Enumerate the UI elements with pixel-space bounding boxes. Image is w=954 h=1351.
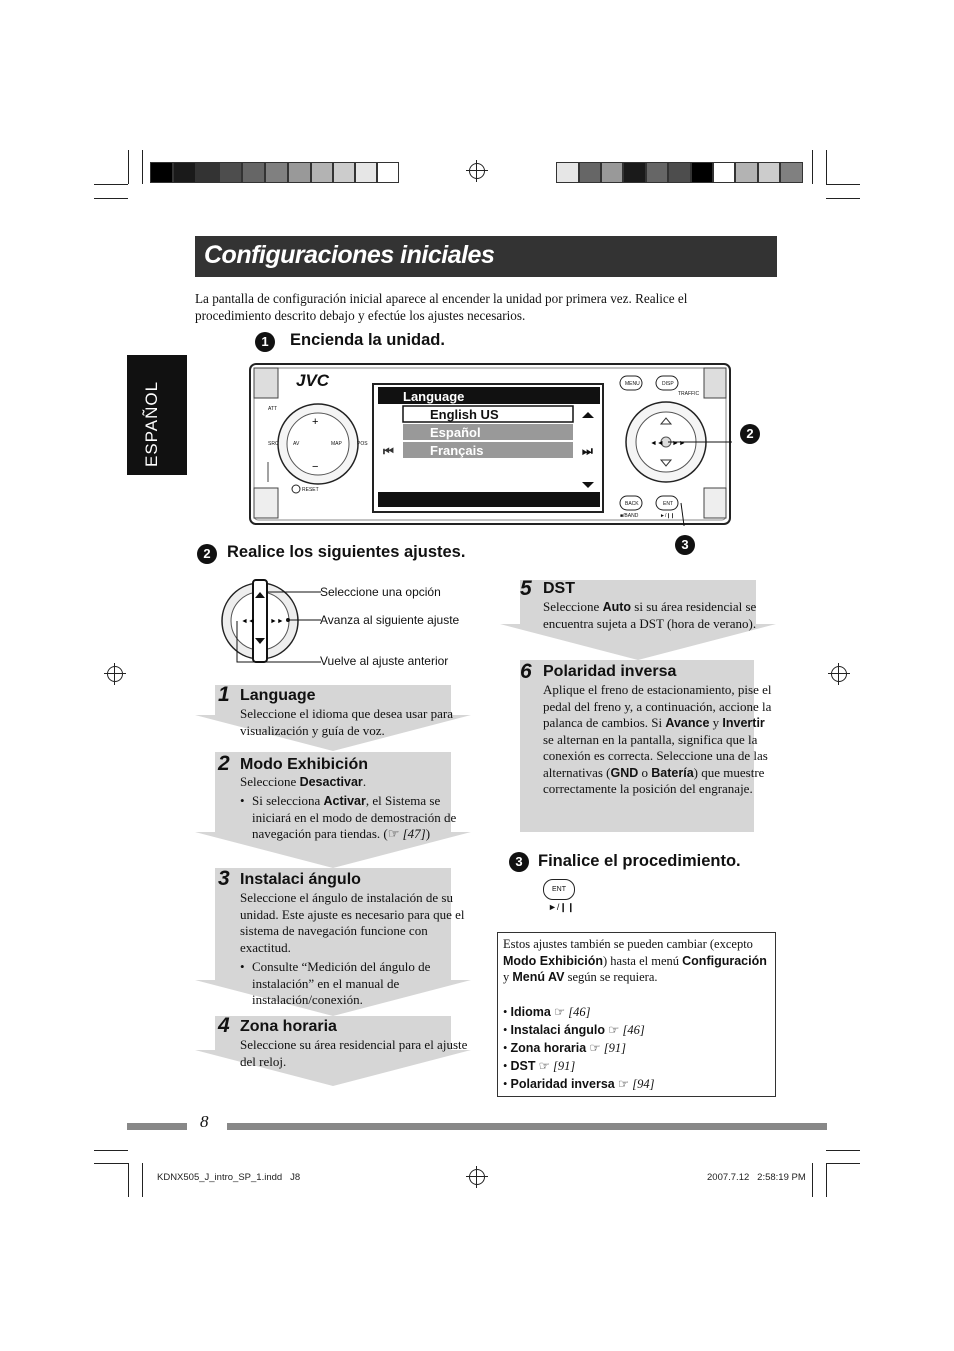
setting-bullet: • Consulte “Medición del ángulo de instalación” en el manual de instalación/conexión. [240,959,431,1007]
joystick-back-label: Vuelve al ajuste anterior [320,654,449,668]
step2-label: Realice los siguientes ajustes. [227,543,466,561]
screen-header: Language [403,389,465,404]
registration-mark-icon [469,163,485,179]
footer-timestamp: 2007.7.12 2:58:19 PM [707,1172,806,1183]
setting-text: Seleccione Auto si su área residencial se encuentra sujeta a DST (hora de verano). [543,599,757,631]
footer-bar-left [127,1123,187,1130]
title-band [195,236,777,277]
screen-option-espanol: Español [430,425,481,440]
note-box [497,932,776,1097]
callout-3: 3 [675,535,695,555]
menu-button: MENU [625,381,640,387]
intro-text: La pantalla de configuración inicial aparece al encender la unidad por primera vez. Realice el procedimiento descrito debajo y efectúe los ajustes necesarios. [195,291,688,323]
setting-number: 4 [218,1014,230,1037]
footer-bar-right [227,1123,827,1130]
device-brand-logo: JVC [296,371,330,390]
setting-text: Seleccione Desactivar. [240,774,367,789]
svg-text:◄◄: ◄◄ [650,440,664,447]
play-pause-label: ►/❙❙ [660,513,675,519]
svg-text:⏭: ⏭ [582,444,593,458]
ent-button-icon [543,879,575,900]
setting-title: Polaridad inversa [543,663,677,680]
note-list [503,1003,771,1093]
list-item: • Instalaci ángulo ☞ [46] [503,1023,645,1037]
src-label: SRC [268,441,279,447]
svg-text:⏮: ⏮ [383,444,394,458]
footer-file-info: KDNX505_J_intro_SP_1.indd J8 [157,1172,301,1183]
step2-number: 2 [197,544,217,564]
pos-label: POS [357,441,368,447]
av-label: AV [293,441,300,447]
setting-title: Modo Exhibición [240,756,368,773]
ent-button: ENT [663,501,673,507]
band-label: ■/BAND [620,513,639,519]
traffic-label: TRAFFIC [678,391,700,397]
setting-title: Language [240,687,316,704]
language-side-tab [127,355,187,475]
list-item: • DST ☞ [91] [503,1059,576,1073]
side-tab-label: ESPAÑOL [142,380,161,467]
step1-number: 1 [255,332,275,352]
map-label: MAP [331,441,342,447]
screen-option-francais: Français [430,443,484,458]
setting-bullet: • Si selecciona Activar, el Sistema se iniciará en el modo de demostración de navegación para tiendas. (☞ [47]) [240,793,457,841]
svg-text:◄◄: ◄◄ [241,618,255,625]
svg-text:−: − [312,461,319,473]
setting-number: 5 [520,577,532,600]
step3-number: 3 [509,852,529,872]
list-item: • Idioma ☞ [46] [503,1005,591,1019]
disp-button: DISP [662,381,674,387]
joystick-next-label: Avanza al siguiente ajuste [320,613,460,627]
att-label: ATT [268,406,278,412]
setting-text: Seleccione el ángulo de instalación de su unidad. Este ajuste es necesario para que el sistema de navegación funcione con exactitud. [240,890,465,955]
setting-title: DST [543,580,575,597]
svg-text:+: + [312,416,319,428]
step1-label: Encienda la unidad. [290,331,445,349]
list-item: • Zona horaria ☞ [91] [503,1041,626,1055]
callout-2: 2 [740,424,760,444]
joystick-diagram [215,576,321,668]
setting-number: 2 [218,752,230,775]
setting-title: Zona horaria [240,1018,337,1035]
page-title: Configuraciones iniciales [204,241,495,269]
registration-mark-icon [469,1169,485,1185]
play-pause-label: ►/❙❙ [548,902,575,912]
setting-number: 1 [218,683,230,706]
screen-option-english: English US [430,407,499,422]
list-item: • Polaridad inversa ☞ [94] [503,1077,655,1091]
setting-title: Instalaci ángulo [240,871,361,888]
setting-number: 6 [520,660,532,683]
setting-text: Seleccione el idioma que desea usar para visualización y guía de voz. [240,706,453,738]
registration-mark-icon [831,666,847,682]
registration-mark-icon [107,666,123,682]
back-button: BACK [625,501,639,507]
setting-text: Aplique el freno de estacionamiento, pise el pedal del freno y, a continuación, accione la palanca de cambios. Si Avance y Invertir se alternan en la pantalla, significa que la conexión es correcta. Seleccione una de las alternativas (GND o Batería) que muestre correctamente la posición del engranaje. [543,682,772,796]
note-text: Estos ajustes también se pueden cambiar (excepto Modo Exhibición) hasta el menú Configuración y Menú AV según se requiera. [503,937,767,984]
step3-label: Finalice el procedimiento. [538,852,741,870]
svg-text:►►: ►► [672,440,686,447]
setting-number: 3 [218,867,230,890]
joystick-select-label: Seleccione una opción [320,585,441,599]
svg-text:►►: ►► [270,618,284,625]
reset-label: RESET [302,487,319,493]
setting-text: Seleccione su área residencial para el ajuste del reloj. [240,1037,468,1069]
page-number: 8 [200,1112,209,1131]
ent-label: ENT [552,886,566,893]
